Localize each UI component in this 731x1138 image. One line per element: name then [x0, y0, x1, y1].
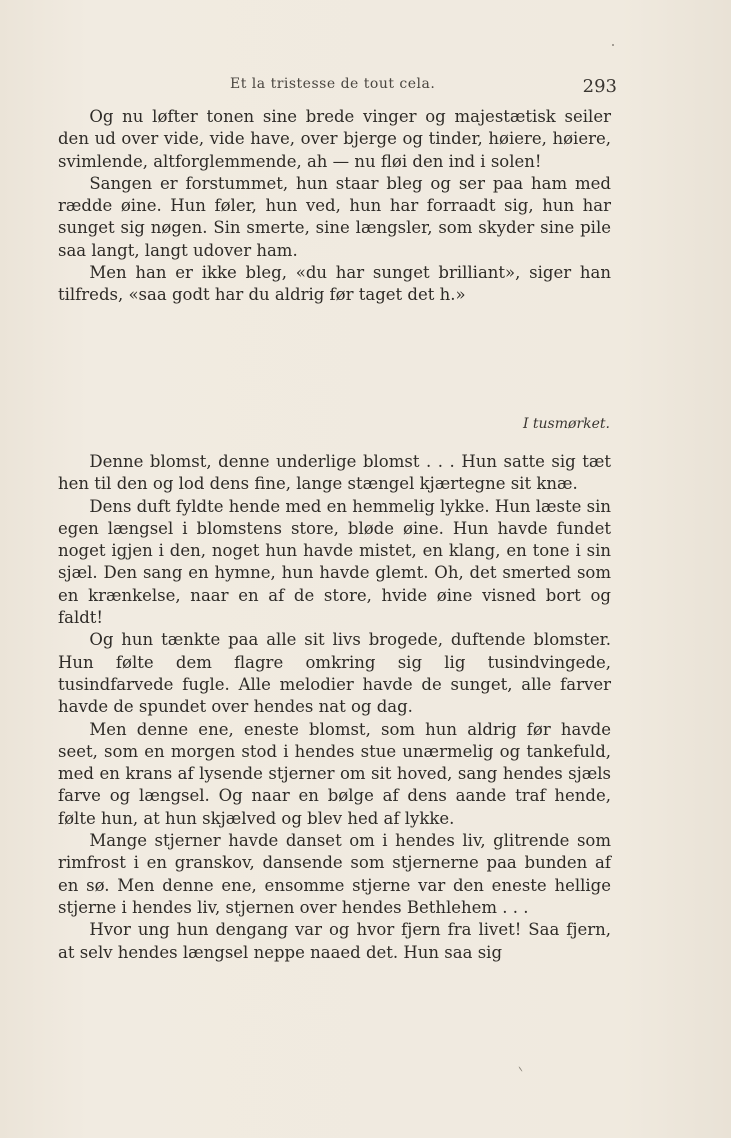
paragraph: Men denne ene, eneste blomst, som hun aldrig før havde seet, som en morgen stod i hendes stue unærmelig og tankefuld, med en krans af lysende stjerner om sit hoved, sang hendes sjæls farve og længsel. Og naar en bølge af dens aande traf hende, følte hun, at hun skjælved og blev hed af lykke.	[58, 719, 611, 828]
page-number: 293	[582, 76, 617, 97]
running-title: Et la tristesse de tout cela.	[230, 76, 436, 92]
paragraph: Denne blomst, denne underlige blomst . . . Hun satte sig tæt hen til den og lod dens fine, lange stængel kjærtegne sit knæ.	[58, 452, 611, 494]
text-block-one	[58, 106, 611, 307]
paragraph: Mange stjerner havde danset om i hendes liv, glitrende som rimfrost i en granskov, dansende som stjernerne paa bunden af en sø. Men denne ene, ensomme stjerne var den eneste hellige stjerne i hendes liv, stjernen over hendes Bethlehem . . .	[58, 831, 611, 917]
paragraph: Men han er ikke bleg, «du har sunget brilliant», siger han tilfreds, «saa godt har du aldrig før taget det h.»	[58, 263, 611, 305]
paragraph: Hvor ung hun dengang var og hvor fjern fra livet! Saa fjern, at selv hendes længsel neppe naaed det. Hun saa sig	[58, 920, 611, 962]
paper-mark	[518, 1066, 522, 1071]
paragraph: Og nu løfter tonen sine brede vinger og majestætisk seiler den ud over vide, vide have, over bjerge og tinder, høiere, høiere, svimlende, altforglemmende, ah — nu fløi den ind i solen!	[58, 107, 611, 171]
paragraph: Og hun tænkte paa alle sit livs brogede, duftende blomster. Hun følte dem flagre omkring sig lig tusindvingede, tusindfarvede fugle. Alle melodier havde de sunget, alle farver havde de spundet over hendes nat og dag.	[58, 630, 611, 717]
paragraph: Dens duft fyldte hende med en hemmelig lykke. Hun læste sin egen længsel i blomstens store, bløde øine. Hun havde fundet noget igjen i den, noget hun havde mistet, en klang, en tone i sin sjæl. Den sang en hymne, hun havde glemt. Oh, det smerted som en krænkelse, naar en af de store, hvide øine visned bort og faldt!	[58, 496, 612, 628]
paper-speck	[612, 44, 614, 46]
section-heading: I tusmørket.	[522, 416, 610, 432]
text-block-two	[58, 451, 611, 964]
paragraph: Sangen er forstummet, hun staar bleg og ser paa ham med rædde øine. Hun føler, hun ved, hun har forraadt sig, hun har sunget sig nøgen. Sin smerte, sine længsler, som skyder sine pile saa langt, langt udover ham.	[58, 173, 611, 260]
